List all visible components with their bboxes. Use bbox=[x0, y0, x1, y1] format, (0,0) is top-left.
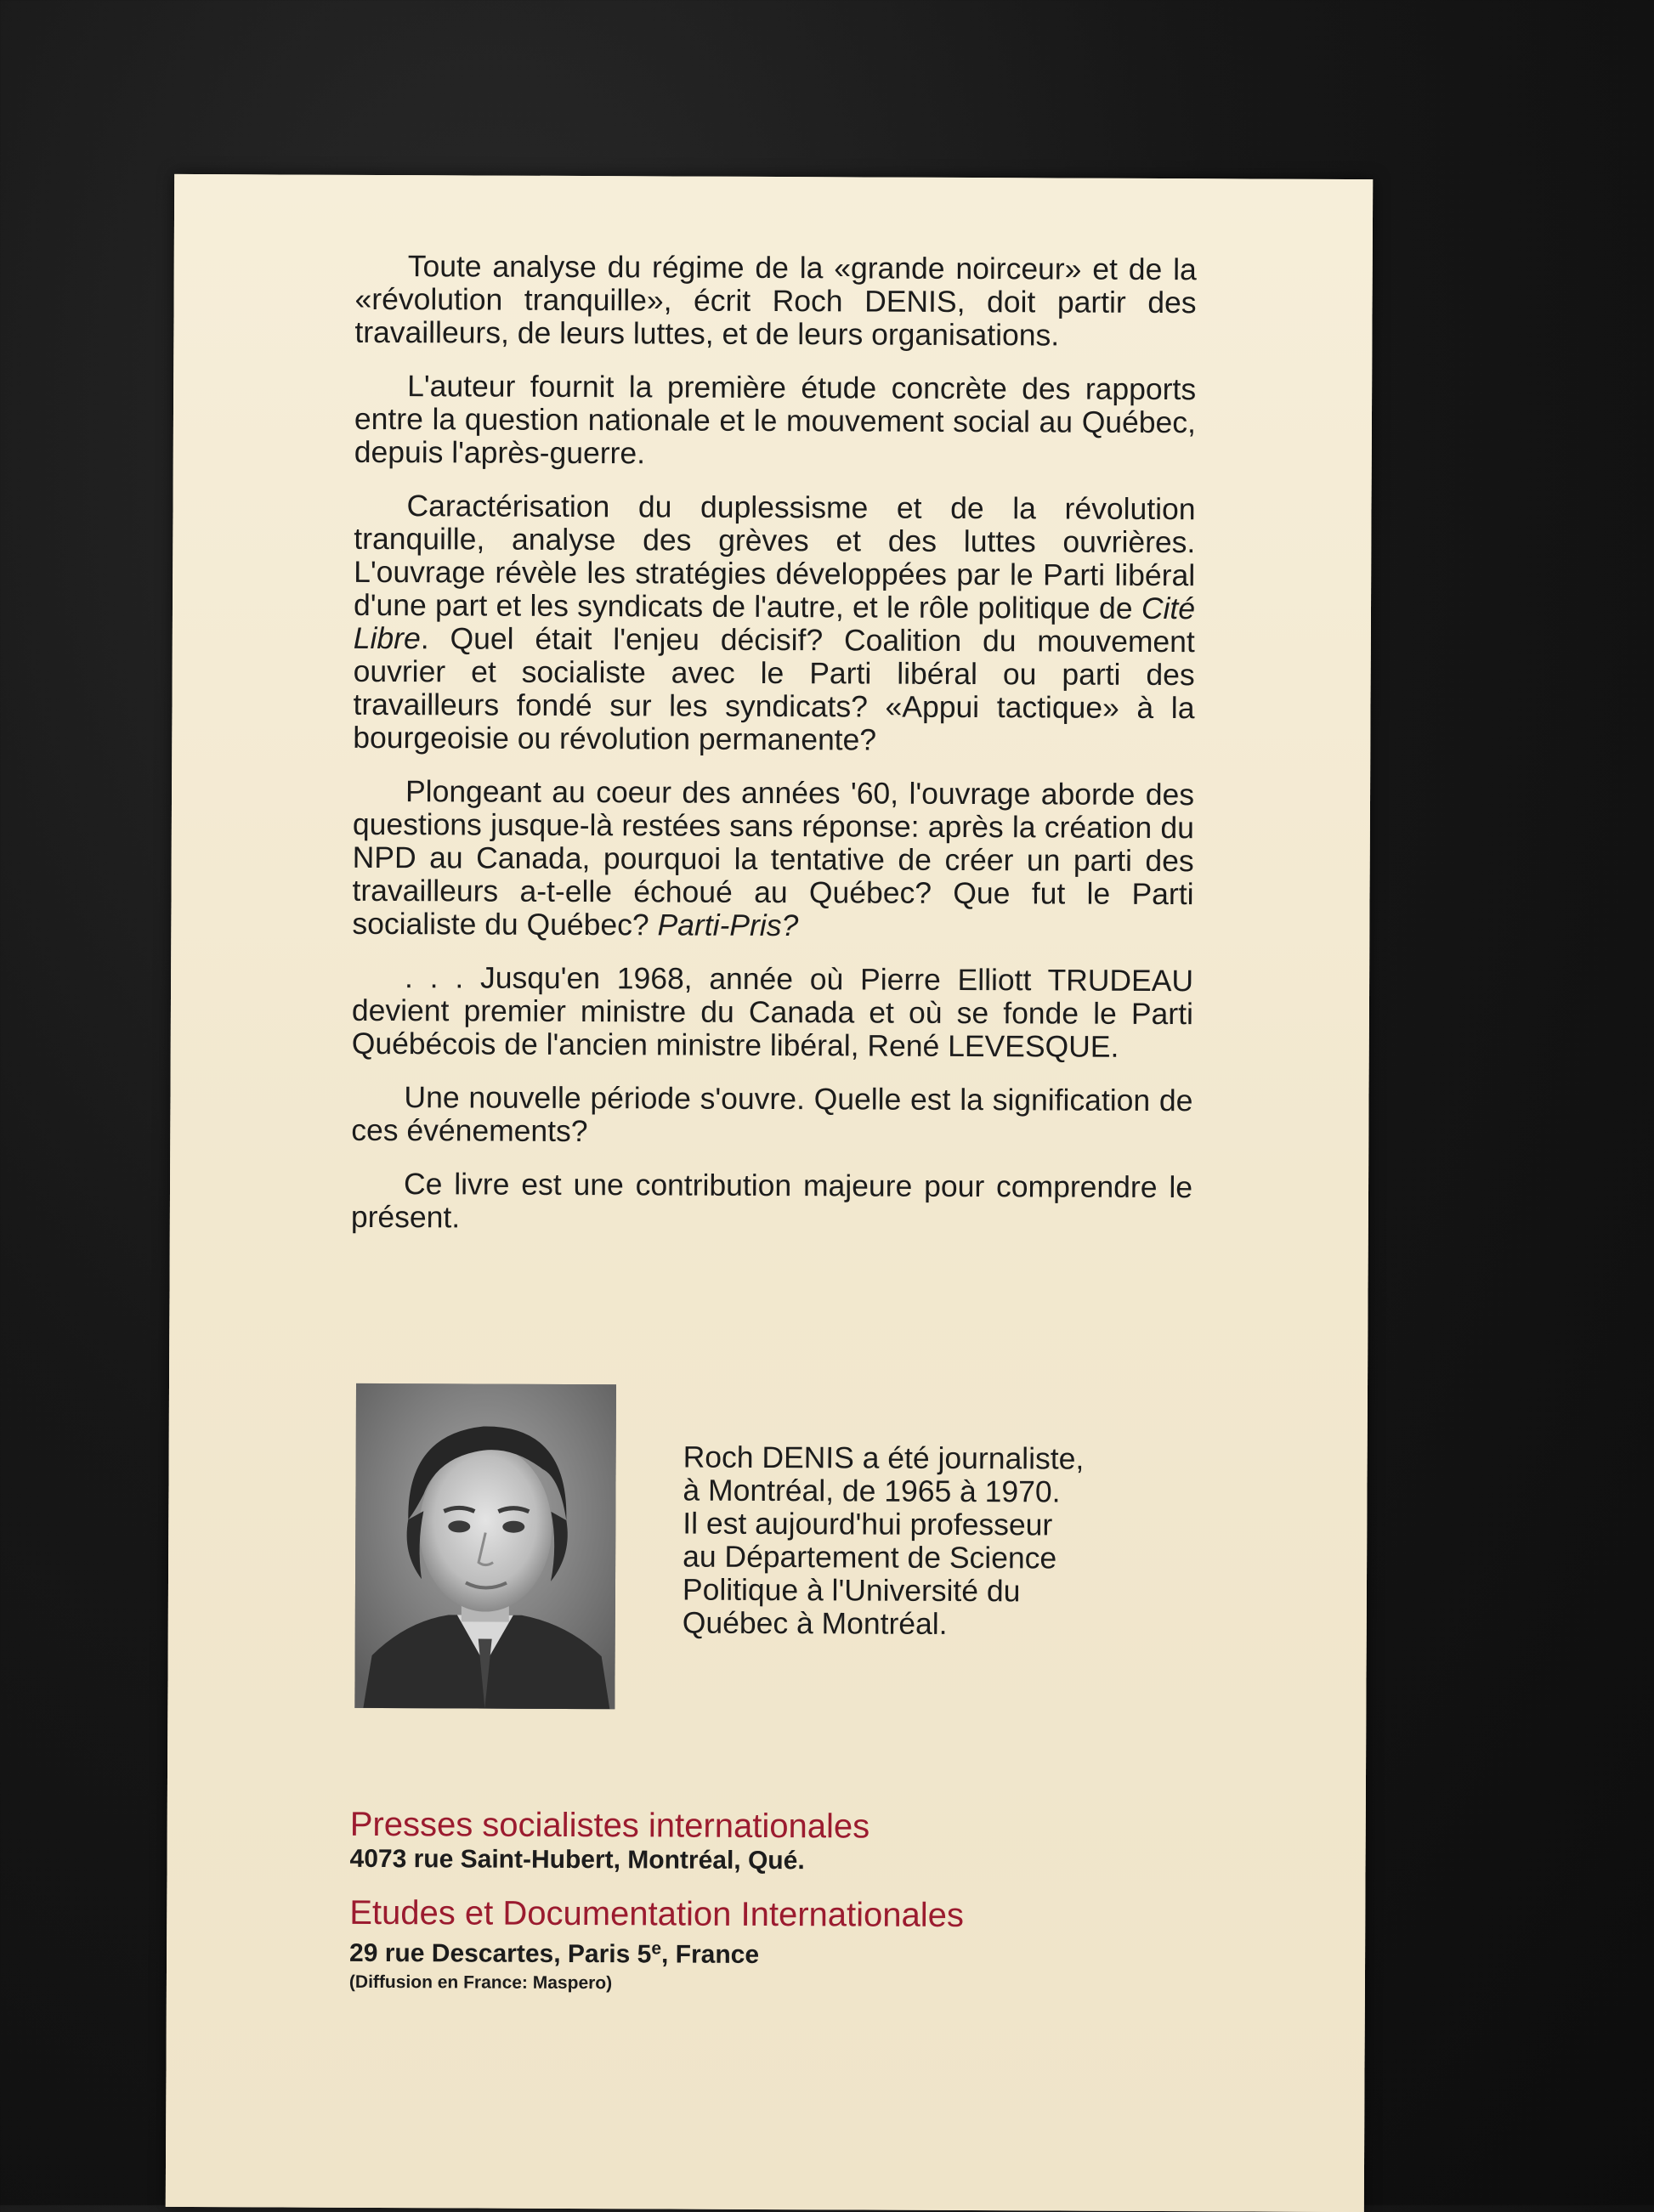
publisher-2-address-superscript: e bbox=[651, 1938, 662, 1959]
publisher-2-address-country: , France bbox=[660, 1940, 760, 1969]
blurb-paragraph-3-start: Caractérisation du duplessisme et de la révolution tranquille, analyse des grèves et des luttes ouvrières. L'ouvrage révèle les stratégies développées par le Parti libéral d'une part et les syndicats de l'autre, et le rôle politique de bbox=[353, 489, 1196, 625]
publisher-2-address-street: 29 rue Descartes, Paris 5 bbox=[349, 1938, 652, 1969]
author-photo bbox=[354, 1383, 616, 1709]
diffusion-note: (Diffusion en France: Maspero) bbox=[348, 1972, 613, 1994]
blurb-paragraph-4 bbox=[352, 775, 1194, 944]
bio-line: Politique à l'Université du bbox=[682, 1572, 1021, 1609]
cite-libre-title: Cité Libre bbox=[353, 591, 1196, 656]
publisher-1-address: 4073 rue Saint-Hubert, Montréal, Qué. bbox=[349, 1844, 805, 1875]
blurb-paragraph-7: Ce livre est une contribution majeure pour comprendre le présent. bbox=[350, 1167, 1193, 1235]
publisher-1-name: Presses socialistes internationales bbox=[349, 1805, 870, 1846]
publishers-block bbox=[349, 1805, 1285, 1999]
author-bio bbox=[683, 1441, 1159, 1642]
blurb-paragraph-2: L'auteur fournit la première étude concrète des rapports entre la question nationale et le mouvement social au Québec, depuis l'après-guerre. bbox=[354, 369, 1197, 471]
bio-line: Il est aujourd'hui professeur bbox=[683, 1506, 1053, 1542]
publisher-2-name: Etudes et Documentation Internationales bbox=[349, 1893, 965, 1935]
author-portrait-illustration bbox=[354, 1383, 616, 1709]
blurb-text bbox=[351, 250, 1197, 1258]
publisher-2 bbox=[349, 1893, 1285, 1999]
publisher-2-address bbox=[349, 1932, 1284, 1973]
blurb-paragraph-4-start: Plongeant au coeur des années '60, l'ouvrage aborde des questions jusque-là restées sans réponse: après la création du NPD au Canada, pourquoi la tentative de créer un parti des travailleurs a-t-elle échoué au Québec? Que fut le Parti socialiste du Québec? bbox=[352, 774, 1195, 942]
bio-line: au Département de Science bbox=[683, 1539, 1057, 1576]
blurb-paragraph-5: . . . Jusqu'en 1968, année où Pierre Elliott TRUDEAU devient premier ministre du Canada et où se fonde le Parti Québécois de l'ancien ministre libéral, René LEVESQUE. bbox=[351, 960, 1194, 1064]
book-back-cover bbox=[166, 174, 1373, 2212]
parti-pris-title: Parti-Pris? bbox=[657, 908, 799, 943]
bio-line: à Montréal, de 1965 à 1970. bbox=[683, 1473, 1061, 1509]
bio-line: Québec à Montréal. bbox=[682, 1605, 948, 1641]
publisher-1 bbox=[349, 1805, 1284, 1879]
blurb-paragraph-3-end: . Quel était l'enjeu décisif? Coalition du mouvement ouvrier et socialiste avec le Parti libéral ou parti des travailleurs fondé sur les syndicats? «Appui tactique» à la bourgeoisie ou révolution permanente? bbox=[353, 621, 1195, 757]
blurb-paragraph-3 bbox=[353, 489, 1195, 758]
blurb-paragraph-1: Toute analyse du régime de la «grande noirceur» et de la «révolution tranquille», écrit Roch DENIS, doit partir des travailleurs, de leurs luttes, et de leurs organisations. bbox=[354, 249, 1197, 353]
bio-line: Roch DENIS a été journaliste, bbox=[683, 1440, 1085, 1476]
blurb-paragraph-6: Une nouvelle période s'ouvre. Quelle est la signification de ces événements? bbox=[351, 1080, 1193, 1149]
